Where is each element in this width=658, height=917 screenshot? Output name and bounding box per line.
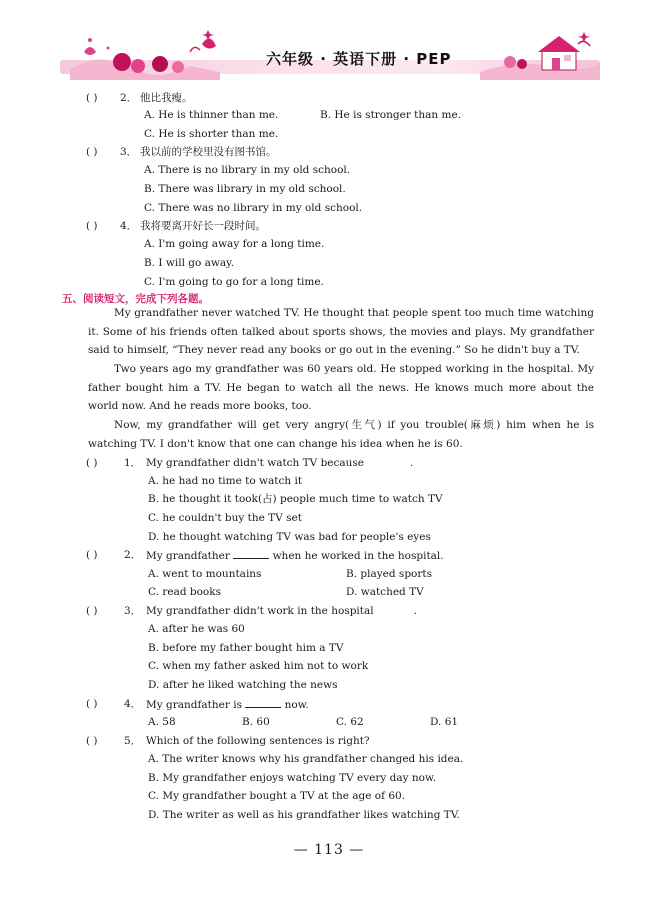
question-number: 3． xyxy=(120,146,138,158)
answer-paren[interactable]: ( ) xyxy=(86,549,98,561)
option: C. when my father asked him not to work xyxy=(148,660,369,672)
option: A. after he was 60 xyxy=(148,623,245,635)
question-number: 2． xyxy=(124,549,142,561)
option: C. There was no library in my old school. xyxy=(144,202,363,214)
stem-text: My grandfather didn't work in the hospital xyxy=(146,605,374,617)
flower-decoration-icon xyxy=(60,22,230,80)
question-number: 3． xyxy=(124,605,142,617)
option: B. There was library in my old school. xyxy=(144,183,346,195)
question-stem: 我将要离开好长一段时间。 xyxy=(140,220,266,232)
book-title: 六年级 · 英语下册 · PEP xyxy=(266,50,452,68)
option: A. The writer knows why his grandfather changed his idea. xyxy=(148,753,464,765)
answer-blank[interactable] xyxy=(233,548,269,559)
question-number: 2． xyxy=(120,92,138,104)
stem-text: My grandfather is xyxy=(146,699,242,711)
stem-text: . xyxy=(413,605,417,617)
option: C. he couldn't buy the TV set xyxy=(148,512,302,524)
option: C. 62 xyxy=(336,716,364,728)
option: A. he had no time to watch it xyxy=(148,475,303,487)
answer-paren[interactable]: ( ) xyxy=(86,735,98,747)
stem-text: now. xyxy=(284,699,309,711)
question-stem: Which of the following sentences is right? xyxy=(146,735,370,747)
option: A. went to mountains xyxy=(148,568,262,580)
house-decoration-icon xyxy=(480,22,600,80)
answer-paren[interactable]: ( ) xyxy=(86,220,98,232)
question-stem xyxy=(146,456,413,470)
option: D. after he liked watching the news xyxy=(148,679,338,691)
question-stem xyxy=(146,604,417,618)
question-number: 4． xyxy=(124,698,142,710)
option: D. watched TV xyxy=(346,586,424,598)
passage-paragraph: Now, my grandfather will get very angry(生气) if you trouble(麻烦) him when he is watching TV. I don't know that one can change his idea when he is 60. xyxy=(88,419,594,450)
question-stem: 我以前的学校里没有图书馆。 xyxy=(140,146,277,158)
option: A. He is thinner than me. xyxy=(144,109,279,121)
option: D. he thought watching TV was bad for people's eyes xyxy=(148,531,431,543)
page-header xyxy=(60,22,600,80)
option: B. My grandfather enjoys watching TV every day now. xyxy=(148,772,437,784)
option: D. The writer as well as his grandfather likes watching TV. xyxy=(148,809,460,821)
option: C. My grandfather bought a TV at the age of 60. xyxy=(148,790,406,802)
answer-paren[interactable]: ( ) xyxy=(86,698,98,710)
question-stem xyxy=(146,697,309,712)
option: C. He is shorter than me. xyxy=(144,128,279,140)
answer-paren[interactable]: ( ) xyxy=(86,457,98,469)
stem-text: . xyxy=(410,457,414,469)
answer-blank[interactable] xyxy=(245,697,281,708)
stem-text: My grandfather didn't watch TV because xyxy=(146,457,365,469)
answer-paren[interactable]: ( ) xyxy=(86,146,98,158)
option: C. I'm going to go for a long time. xyxy=(144,276,324,288)
page-number: — 113 — xyxy=(293,842,365,858)
option: A. 58 xyxy=(148,716,176,728)
question-number: 5． xyxy=(124,735,142,747)
answer-paren[interactable]: ( ) xyxy=(86,605,98,617)
section-title: 五、阅读短文，完成下列各题。 xyxy=(62,293,209,305)
option: A. I'm going away for a long time. xyxy=(144,238,325,250)
stem-text: My grandfather xyxy=(146,550,230,562)
option: B. he thought it took(占) people much time to watch TV xyxy=(148,493,443,505)
passage-paragraph: My grandfather never watched TV. He thought that people spent too much time watching it. Some of his friends often talked about sports shows, the movies and plays. My grandfather said to himself, “They never read any books or go out in the evening.” So he didn't buy a TV. xyxy=(88,307,594,356)
option: B. 60 xyxy=(242,716,270,728)
question-number: 4． xyxy=(120,220,138,232)
option: C. read books xyxy=(148,586,222,598)
passage-paragraph: Two years ago my grandfather was 60 years old. He stopped working in the hospital. My father bought him a TV. He began to watch all the news. He knows much more about the world now. And he reads more books, too. xyxy=(88,363,594,412)
question-number: 1． xyxy=(124,457,142,469)
option: D. 61 xyxy=(430,716,459,728)
question-stem: 他比我瘦。 xyxy=(140,92,193,104)
option: B. before my father bought him a TV xyxy=(148,642,344,654)
stem-text: when he worked in the hospital. xyxy=(272,550,444,562)
option: B. played sports xyxy=(346,568,432,580)
question-stem xyxy=(146,548,444,563)
option: B. I will go away. xyxy=(144,257,235,269)
option: B. He is stronger than me. xyxy=(320,109,462,121)
option: A. There is no library in my old school. xyxy=(144,164,351,176)
answer-paren[interactable]: ( ) xyxy=(86,92,98,104)
